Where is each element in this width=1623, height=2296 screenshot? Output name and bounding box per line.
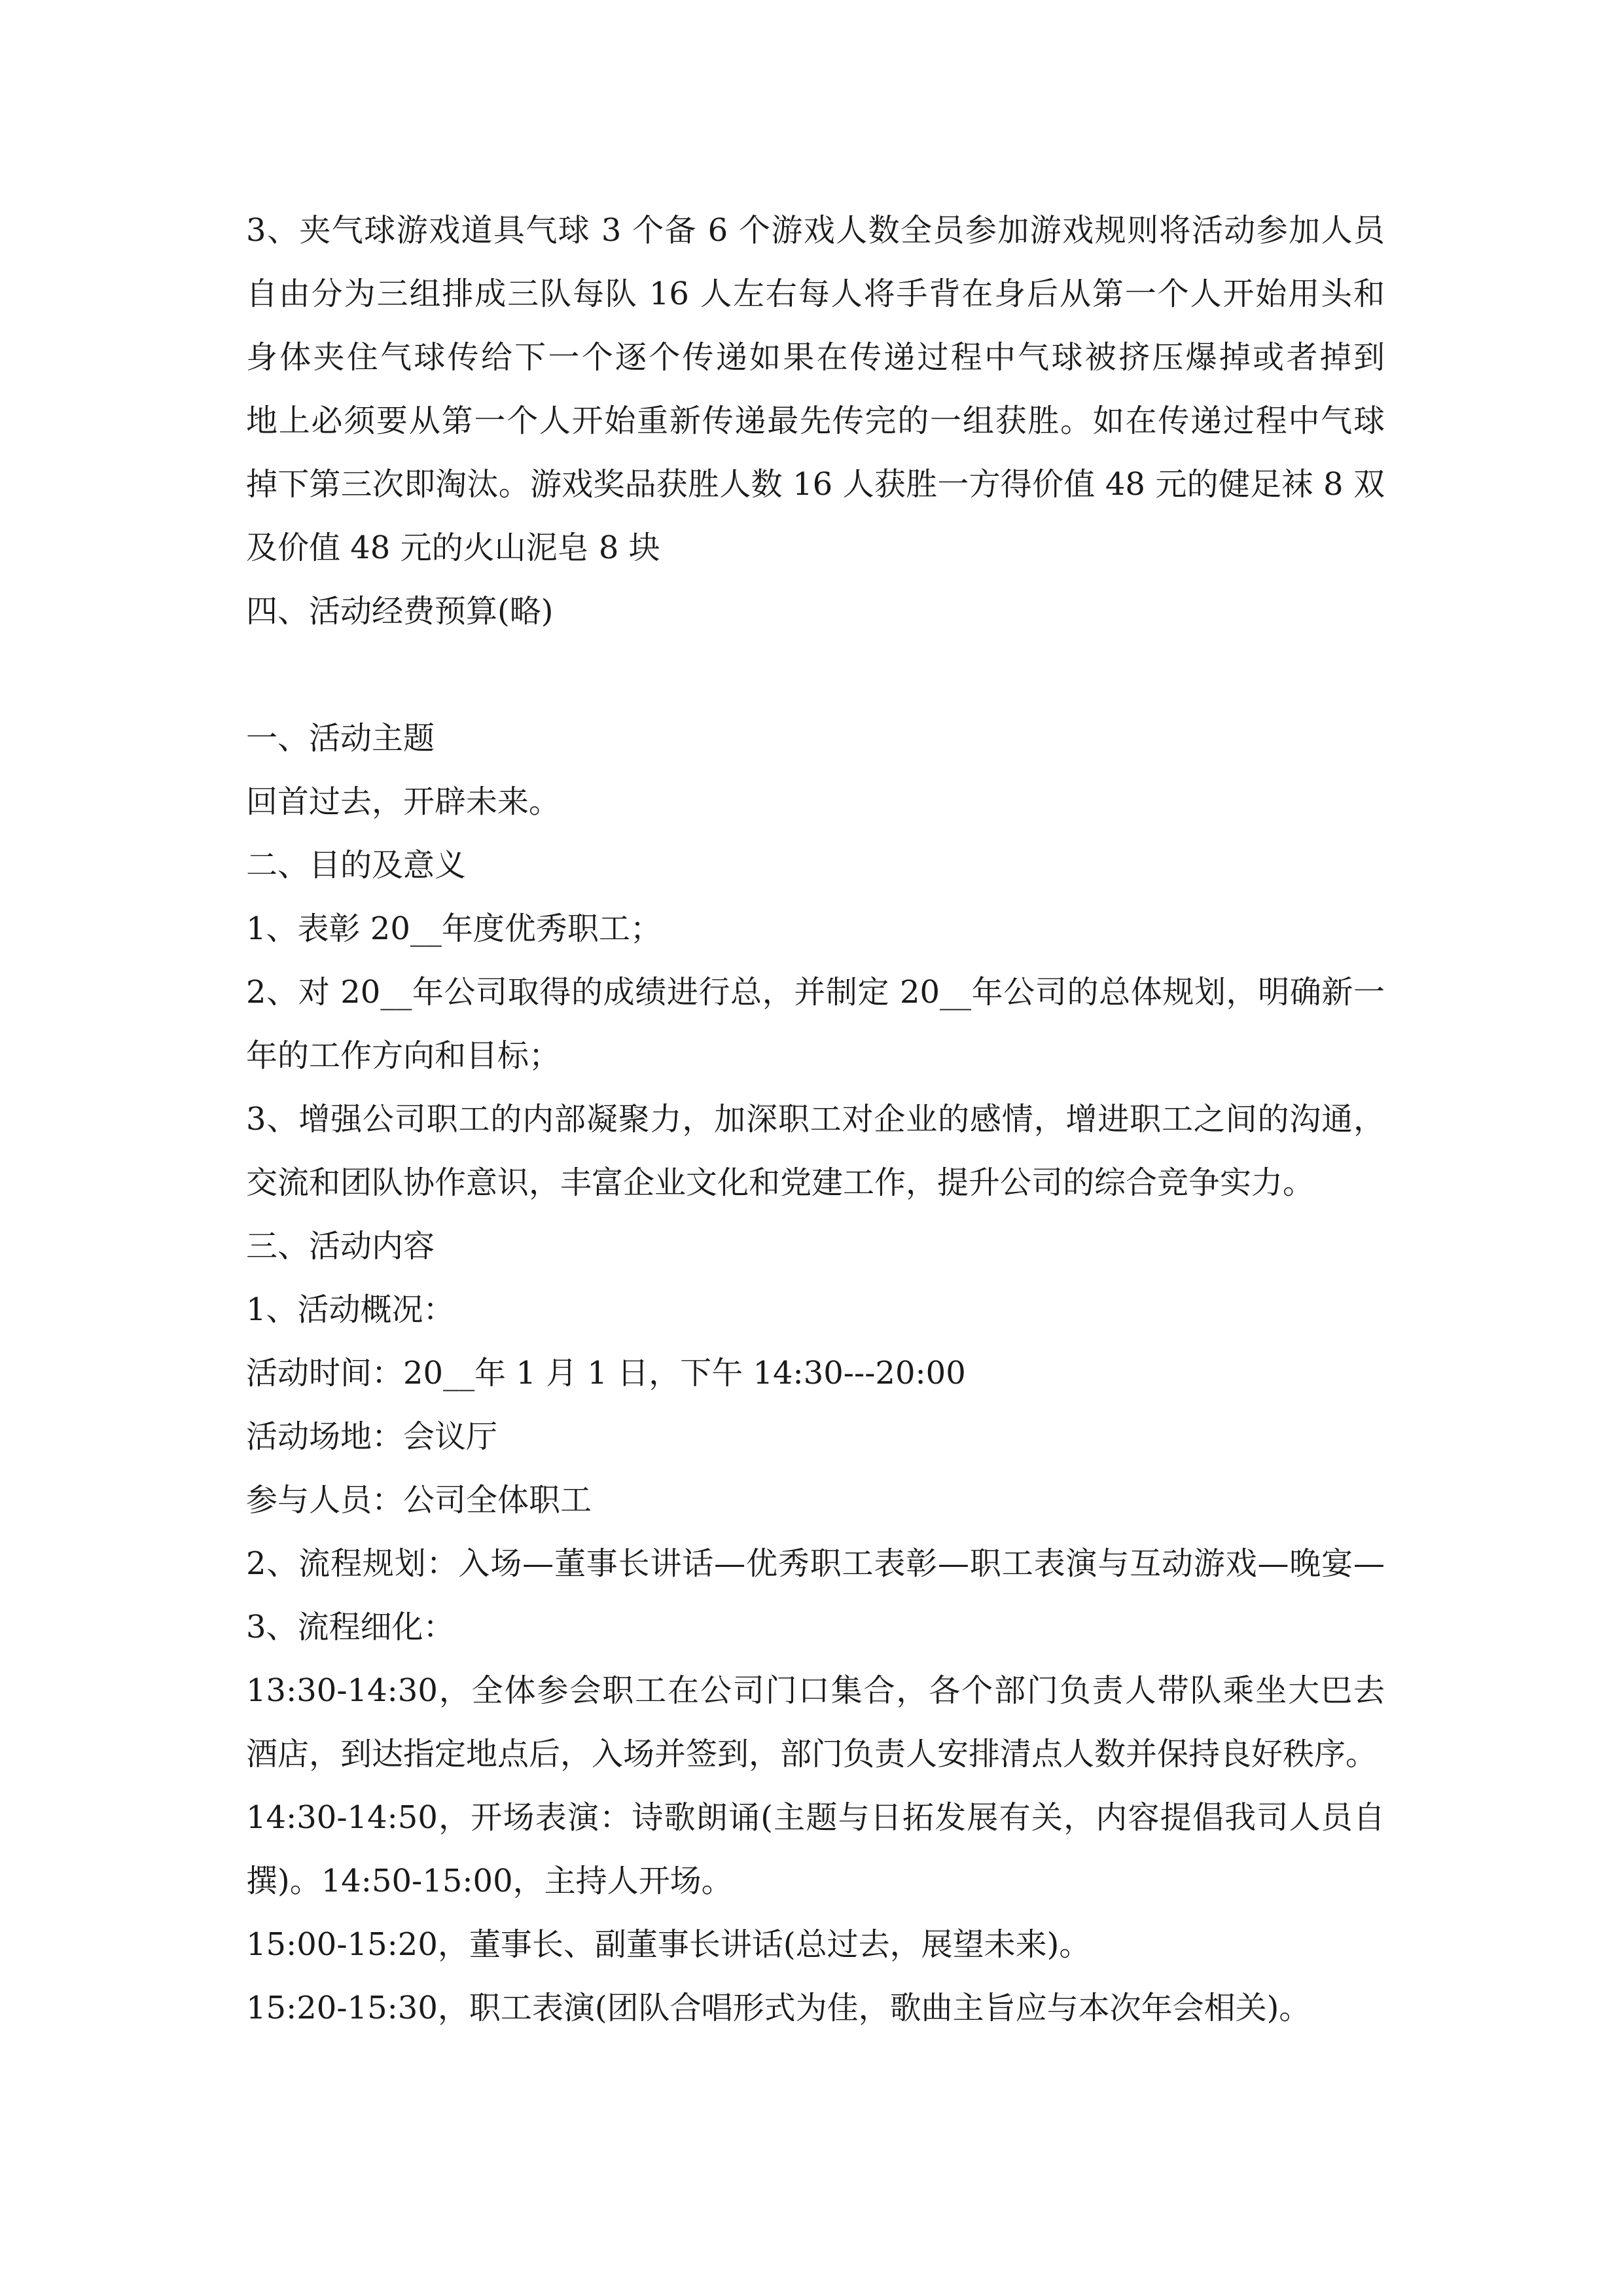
paragraph-line: 活动场地：会议厅	[246, 1418, 498, 1455]
paragraph-line: 年的工作方向和目标；	[246, 1037, 561, 1074]
paragraph-line: 3、增强公司职工的内部凝聚力，加深职工对企业的感情，增进职工之间的沟通，	[246, 1101, 1385, 1138]
document-body	[246, 199, 1385, 2040]
paragraph-line: 参与人员：公司全体职工	[246, 1482, 592, 1518]
paragraph-line: 自由分为三组排成三队每队 16 人左右每人将手背在身后从第一个人开始用头和	[246, 276, 1385, 312]
paragraph-line: 2、对 20__年公司取得的成绩进行总，并制定 20__年公司的总体规划，明确新一	[246, 974, 1385, 1011]
section-heading: 三、活动内容	[246, 1228, 435, 1265]
section-game-rules	[246, 199, 1385, 643]
blank-line	[246, 643, 1385, 707]
paragraph-line: 1、表彰 20__年度优秀职工；	[246, 910, 662, 947]
paragraph-line: 1、活动概况：	[246, 1291, 455, 1328]
section-heading: 四、活动经费预算(略)	[246, 593, 554, 630]
paragraph-line: 身体夹住气球传给下一个逐个传递如果在传递过程中气球被挤压爆掉或者掉到	[246, 339, 1385, 376]
paragraph-line: 3、流程细化：	[246, 1609, 455, 1645]
paragraph-line: 活动时间：20__年 1 月 1 日，下午 14:30---20:00	[246, 1355, 966, 1391]
paragraph-line: 回首过去，开辟未来。	[246, 783, 561, 820]
paragraph-line: 15:20-15:30，职工表演(团队合唱形式为佳，歌曲主旨应与本次年会相关)。	[246, 1990, 1311, 2026]
section-heading: 二、目的及意义	[246, 847, 467, 884]
paragraph-line: 14:30-14:50，开场表演：诗歌朗诵(主题与日拓发展有关，内容提倡我司人员自	[246, 1799, 1385, 1836]
paragraph-line: 3、夹气球游戏道具气球 3 个备 6 个游戏人数全员参加游戏规则将活动参加人员	[246, 212, 1385, 249]
paragraph-line: 2、流程规划：入场—董事长讲话—优秀职工表彰—职工表演与互动游戏—晚宴—	[246, 1545, 1385, 1582]
paragraph-line: 及价值 48 元的火山泥皂 8 块	[246, 529, 660, 566]
section-heading: 一、活动主题	[246, 720, 435, 757]
section-annual-meeting-plan	[246, 707, 1385, 2040]
paragraph-line: 地上必须要从第一个人开始重新传递最先传完的一组获胜。如在传递过程中气球	[246, 403, 1385, 439]
paragraph-line: 交流和团队协作意识，丰富企业文化和党建工作，提升公司的综合竞争实力。	[246, 1164, 1315, 1201]
paragraph-line: 酒店，到达指定地点后，入场并签到，部门负责人安排清点人数并保持良好秩序。	[246, 1736, 1378, 1772]
paragraph-line: 15:00-15:20，董事长、副董事长讲话(总过去，展望未来)。	[246, 1926, 1091, 1963]
paragraph-line: 13:30-14:30，全体参会职工在公司门口集合，各个部门负责人带队乘坐大巴去	[246, 1672, 1385, 1709]
paragraph-line: 掉下第三次即淘汰。游戏奖品获胜人数 16 人获胜一方得价值 48 元的健足袜 8 双	[246, 466, 1385, 503]
paragraph-line: 撰)。14:50-15:00，主持人开场。	[246, 1863, 733, 1899]
